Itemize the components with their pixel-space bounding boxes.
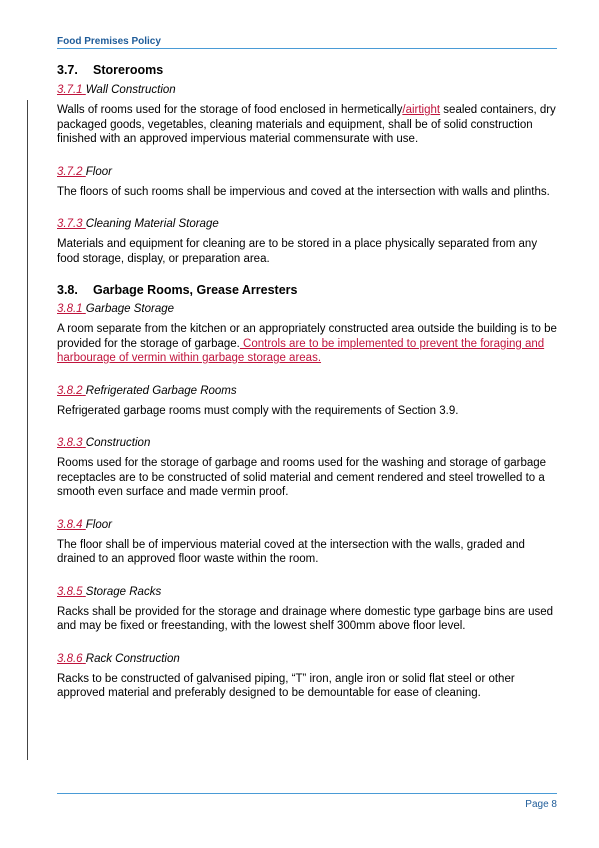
subsection-title: Floor [85,165,112,178]
paragraph-3-7-1: Walls of rooms used for the storage of food enclosed in hermetically/airtight sealed containers, dry packaged goods, vegetables, cleaning materials and equipment, shall be of solid construction finished with an approved impervious material commensurate with use. [57,104,556,145]
subheading-3-8-4 [57,518,557,533]
section-number: 3.8. [57,283,78,297]
paragraph-3-7-3: Materials and equipment for cleaning are to be stored in a place physically separated from any food storage, display, or preparation area. [57,238,538,265]
subsection-number: 3.8.6 [57,652,83,665]
paragraph-3-8-4: The floor shall be of impervious material coved at the intersection with the walls, graded and drained to an approved floor waste within the room. [57,538,525,565]
revision-change-bar [27,100,28,760]
paragraph-3-8-3: Rooms used for the storage of garbage and rooms used for the washing and storage of garbage receptacles are to be constructed of solid material and cement rendered and steel trowelled to a smooth even surface and made vermin proof. [57,457,547,498]
page-number: Page 8 [525,799,557,810]
subsection-title: Construction [85,437,151,449]
subsection-number: 3.8.2 [57,384,83,397]
subheading-3-8-1 [57,302,557,317]
tracked-insertion: /airtight [402,104,441,116]
subsection-number: 3.8.5 [57,585,83,598]
footer-rule [57,793,557,794]
section-heading-3-8 [57,282,557,298]
subsection-title: Storage Racks [85,585,162,598]
subsection-title: Rack Construction [85,652,180,665]
paragraph-3-7-2: The floors of such rooms shall be impervious and coved at the intersection with walls and plinths. [57,185,550,198]
section-title: Garbage Rooms, Grease Arresters [93,283,298,297]
subheading-3-8-3 [57,436,557,451]
section-number: 3.7. [57,63,78,77]
subsection-number: 3.8.1 [57,303,83,315]
subsection-number: 3.7.3 [57,218,83,230]
subsection-title: Refrigerated Garbage Rooms [85,384,237,397]
tracked-insertion: Controls are to be implemented to prevent the foraging and harbourage of vermin within garbage storage areas. [57,337,545,364]
subsection-title: Wall Construction [85,84,176,96]
subsection-number: 3.7.2 [57,165,83,178]
paragraph-3-8-6: Racks to be constructed of galvanised piping, “T” iron, angle iron or solid flat steel or other approved material and preferably designed to be demountable for ease of cleaning. [57,672,515,699]
header-title: Food Premises Policy [57,36,161,47]
subsection-number: 3.8.3 [57,437,83,449]
section-title: Storerooms [93,63,164,77]
paragraph-3-8-5: Racks shall be provided for the storage and drainage where domestic type garbage bins are used and may be fixed or freestanding, with the lowest shelf 300mm above floor level. [57,605,554,632]
header-rule [57,48,557,49]
section-heading-3-7 [57,62,557,78]
subheading-3-7-3 [57,217,557,232]
paragraph-3-8-1: A room separate from the kitchen or an appropriately constructed area outside the building is to be provided for the storage of garbage. Controls are to be implemented to prevent the foraging and harbourage of vermin within garbage storage areas. [57,323,557,364]
subsection-number: 3.8.4 [57,518,83,531]
paragraph-3-8-2: Refrigerated garbage rooms must comply with the requirements of Section 3.9. [57,404,459,417]
subheading-3-8-2 [57,384,557,399]
subsection-title: Floor [85,518,112,531]
subheading-3-7-2 [57,165,557,180]
subsection-number: 3.7.1 [57,84,83,96]
subheading-3-8-6 [57,652,557,667]
subheading-3-8-5 [57,585,557,600]
subsection-title: Garbage Storage [85,303,175,315]
page-content [57,60,557,701]
subsection-title: Cleaning Material Storage [85,218,219,230]
subheading-3-7-1 [57,83,557,98]
